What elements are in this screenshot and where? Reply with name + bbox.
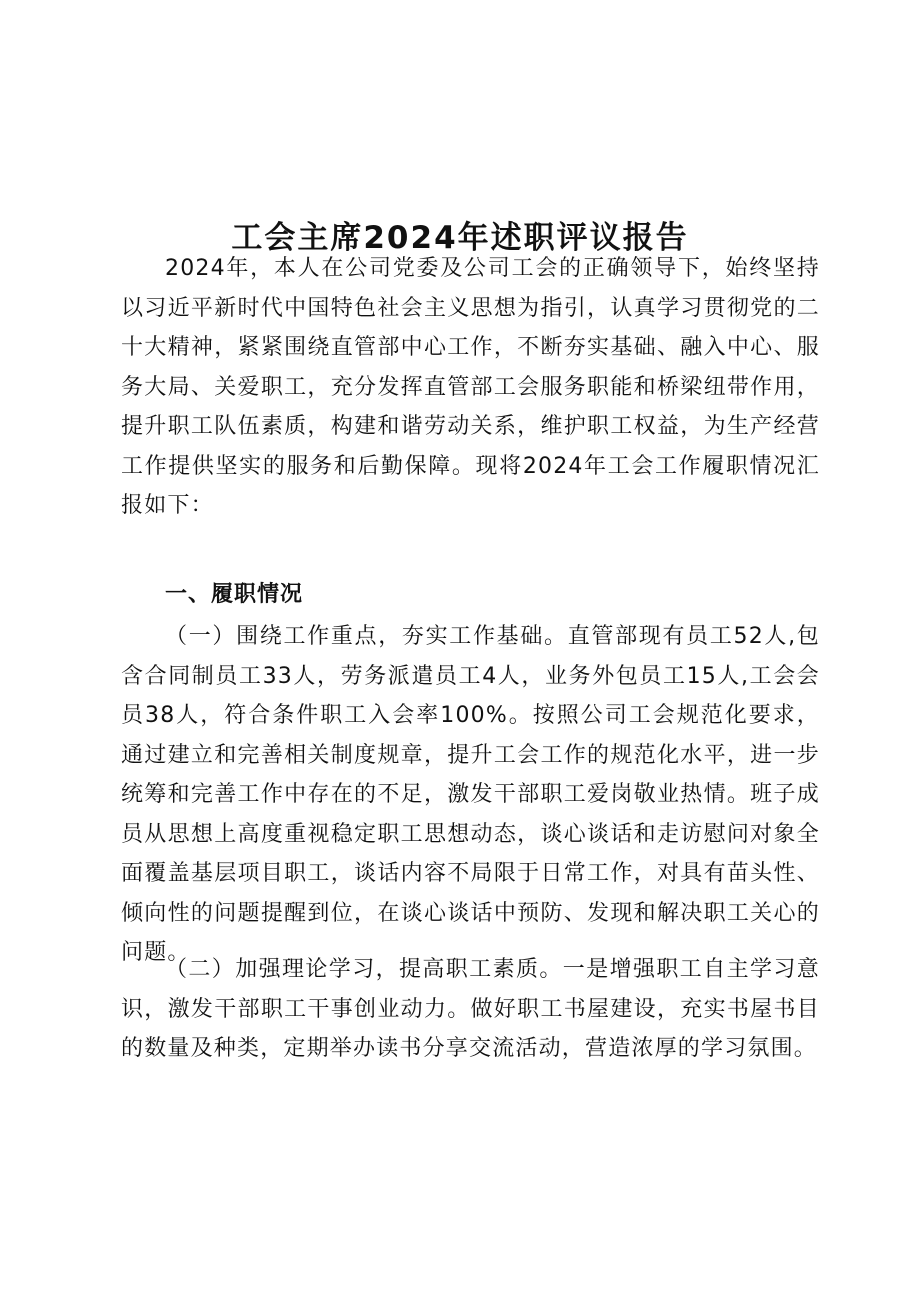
section-heading: 一、履职情况 [165,582,304,607]
document-title: 工会主席2024年述职评议报告 [231,220,689,256]
item-one-paragraph: （一）围绕工作重点，夯实工作基础。直管部现有员工52人,包含合同制员工33人，劳务派遣员工4人，业务外包员工15人,工会会员38人，符合条件职工入会率100%。按照公司工会规范化要求，通过建立和完善相关制度规章，提升工会工作的规范化水平，进一步统筹和完善工作中存在的不足，激发干部职工爱岗敬业热情。班子成员从思想上高度重视稳定职工思想动态，谈心谈话和走访慰问对象全面覆盖基层项目职工，谈话内容不局限于日常工作，对具有苗头性、倾向性的问题提醒到位，在谈心谈话中预防、发现和解决职工关心的问题。 [121,624,820,965]
item-two-paragraph: （二）加强理论学习，提高职工素质。一是增强职工自主学习意识，激发干部职工干事创业动力。做好职工书屋建设，充实书屋书目的数量及种类，定期举办读书分享交流活动，营造浓厚的学习氛围。 [121,957,820,1061]
intro-paragraph: 2024年，本人在公司党委及公司工会的正确领导下，始终坚持以习近平新时代中国特色社会主义思想为指引，认真学习贯彻党的二十大精神，紧紧围绕直管部中心工作，不断夯实基础、融入中心、服务大局、关爱职工，充分发挥直管部工会服务职能和桥梁纽带作用，提升职工队伍素质，构建和谐劳动关系，维护职工权益，为生产经营工作提供坚实的服务和后勤保障。现将2024年工会工作履职情况汇报如下： [121,256,820,518]
